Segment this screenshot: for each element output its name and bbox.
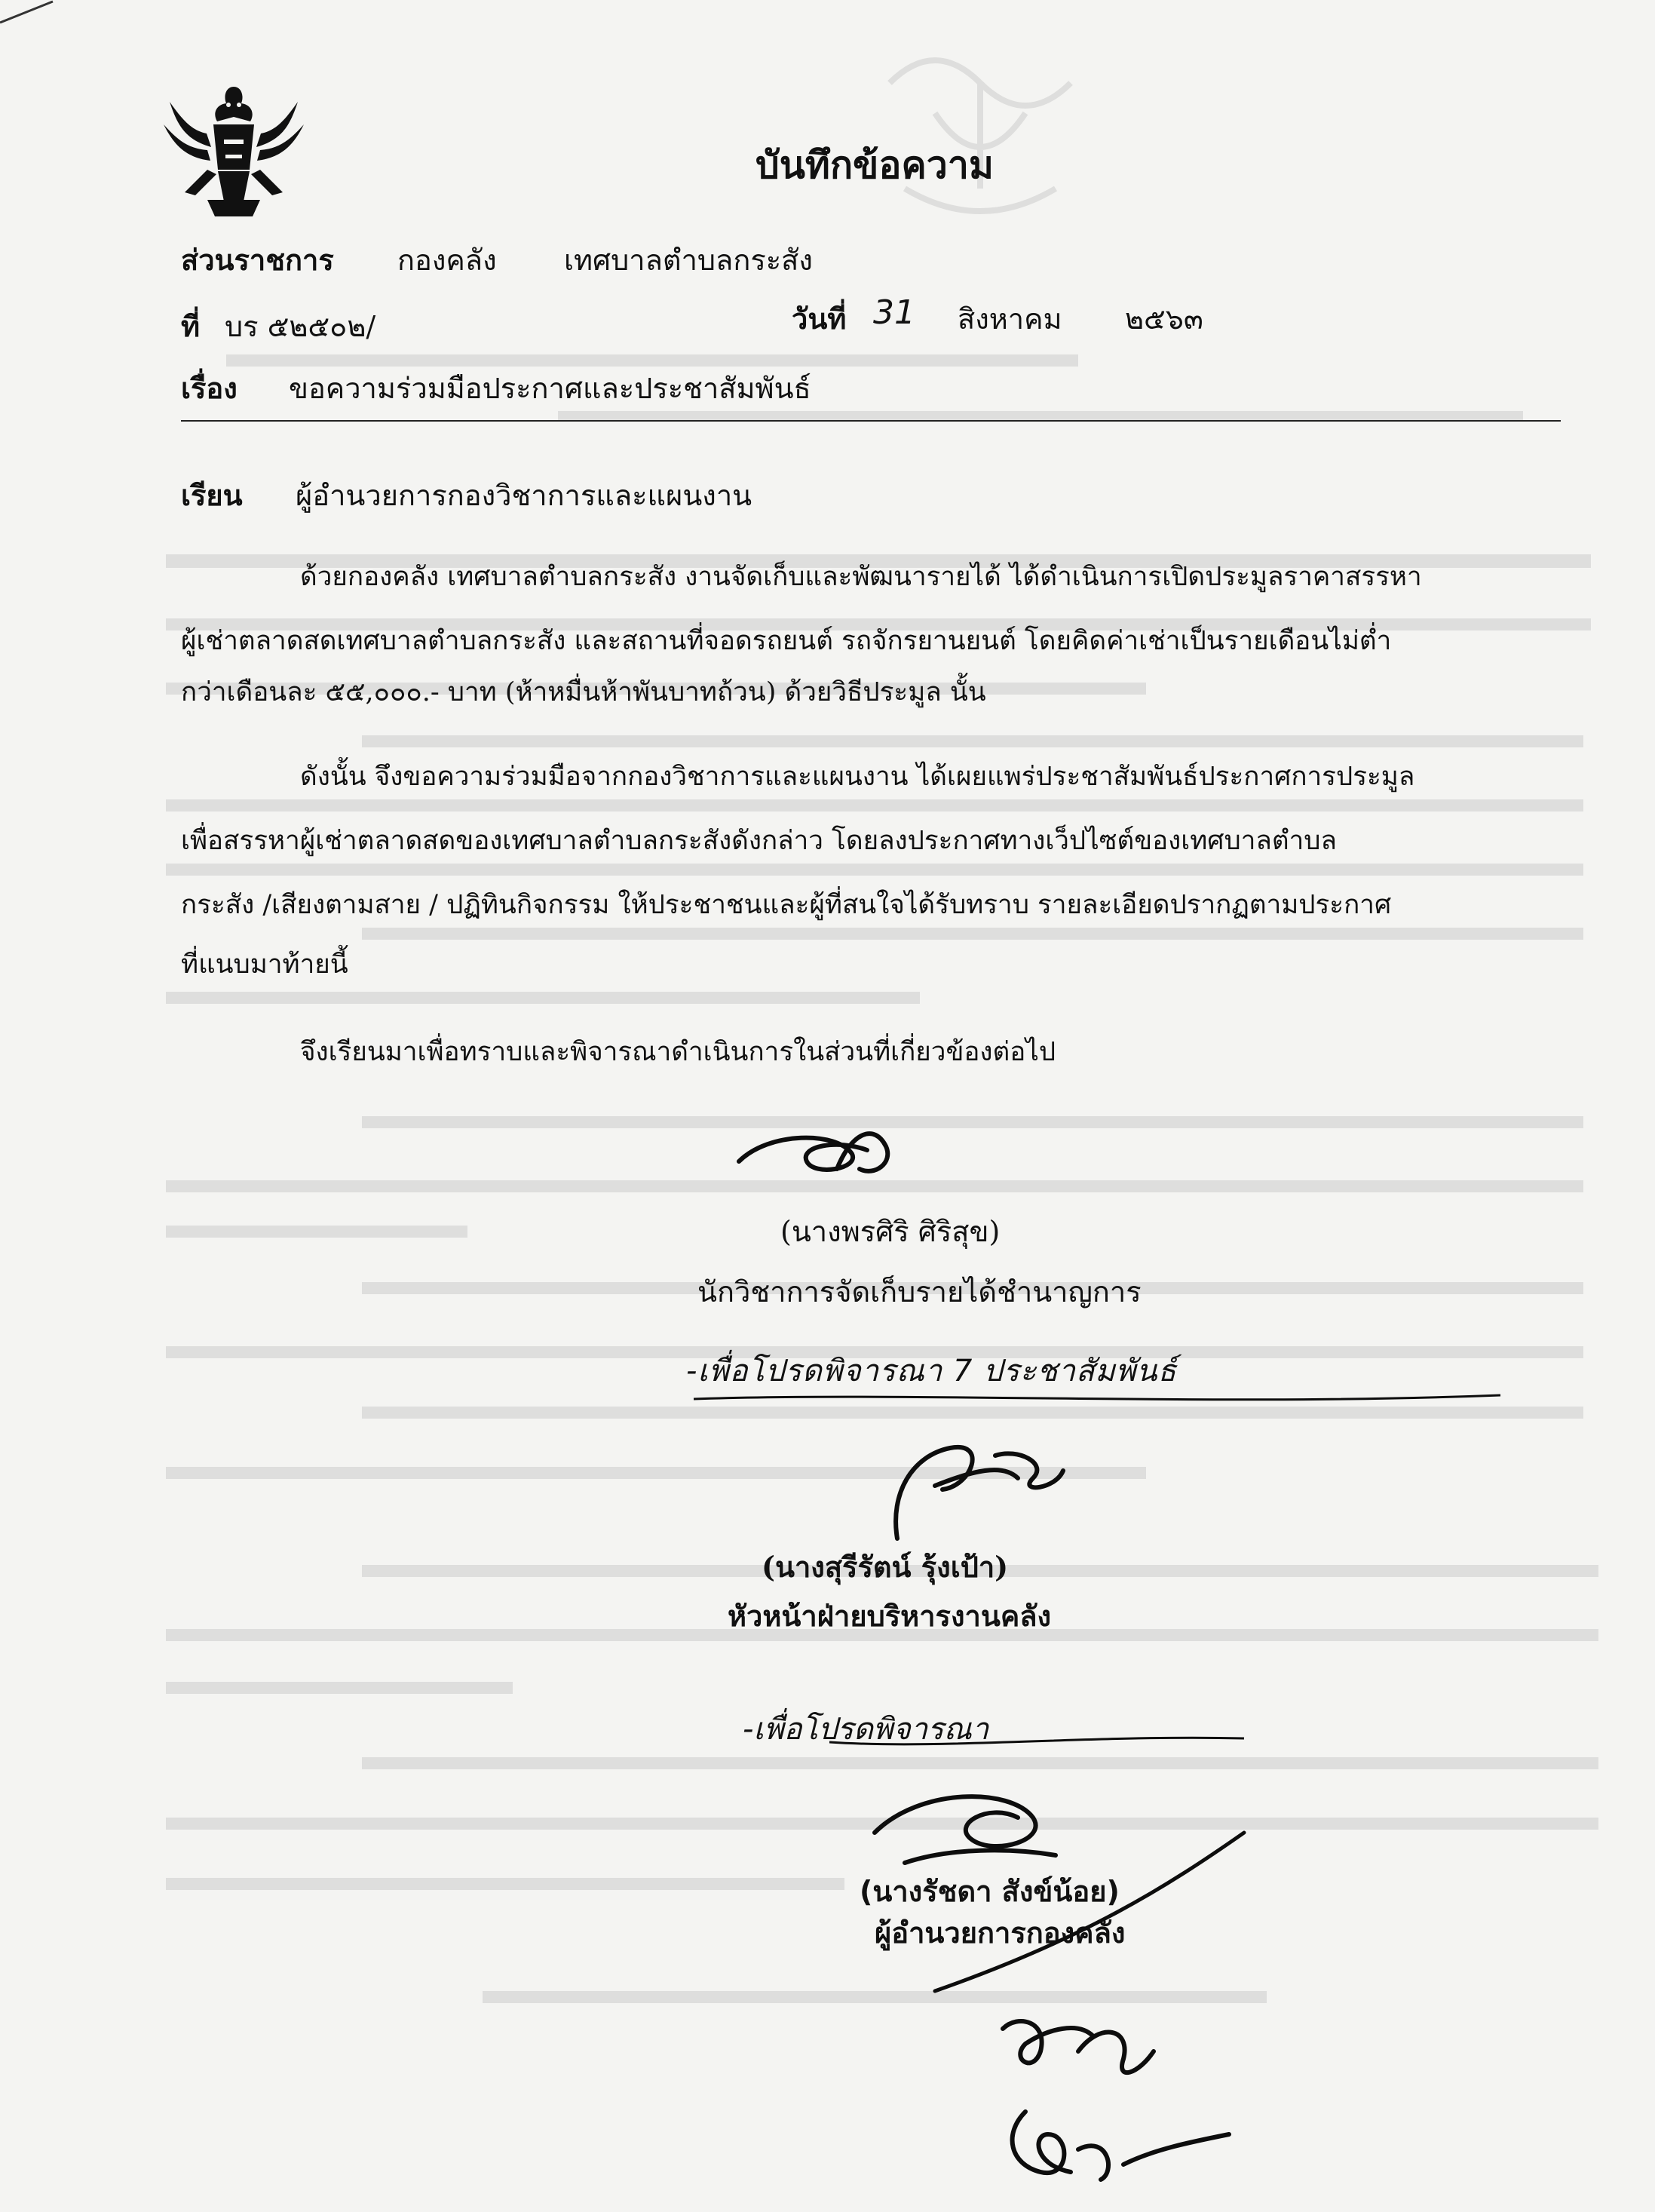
- initials-1: [988, 1991, 1169, 2097]
- signatory-1-name: (นางพรศิริ ศิริสุข): [780, 1215, 1001, 1248]
- closing-line: จึงเรียนมาเพื่อทราบและพิจารณาดำเนินการในส่วนที่เกี่ยวข้องต่อไป: [300, 1037, 1056, 1067]
- handwritten-underline-2: [829, 1727, 1252, 1757]
- signature-2: [867, 1418, 1078, 1546]
- para2-line-3: กระสัง /เสียงตามสาย / ปฏิทินกิจกรรม ให้ประชาชนและผู้ที่สนใจได้รับทราบ รายละเอียดปรากฏตามประกาศ: [181, 890, 1392, 920]
- ref-value: บร ๕๒๕๐๒/: [225, 310, 376, 343]
- para2-line-1: ดังนั้น จึงขอความร่วมมือจากกองวิชาการและแผนงาน ได้เผยแพร่ประชาสัมพันธ์ประกาศการประมูล: [300, 762, 1415, 792]
- subject-value: ขอความร่วมมือประกาศและประชาสัมพันธ์: [289, 372, 811, 405]
- signatory-1-position: นักวิชาการจัดเก็บรายได้ชำนาญการ: [697, 1275, 1142, 1308]
- approval-stroke: [920, 1825, 1252, 1999]
- para1-line-3: กว่าเดือนละ ๕๕,๐๐๐.- บาท (ห้าหมื่นห้าพันบาทถ้วน) ด้วยวิธีประมูล นั้น: [181, 677, 986, 707]
- handwritten-note-1: -เพื่อโปรดพิจารณา 7 ประชาสัมพันธ์: [686, 1354, 1177, 1388]
- para2-line-2: เพื่อสรรหาผู้เช่าตลาดสดของเทศบาลตำบลกระสังดังกล่าว โดยลงประกาศทางเว็ปไซต์ของเทศบาลตำบล: [181, 826, 1337, 856]
- subject-label: เรื่อง: [181, 371, 238, 405]
- date-label: วันที่: [792, 302, 847, 336]
- signature-1: [724, 1116, 920, 1199]
- memo-title: บันทึกข้อความ: [755, 143, 994, 187]
- signatory-3-name: (นางรัชดา สังข์น้อย): [860, 1875, 1120, 1908]
- fold-mark: [0, 0, 60, 30]
- para1-line-2: ผู้เช่าตลาดสดเทศบาลตำบลกระสัง และสถานที่จอดรถยนต์ รถจักรยานยนต์ โดยคิดค่าเช่าเป็นรายเดือนไม่ต่ำ: [181, 626, 1392, 656]
- date-month: สิงหาคม: [958, 302, 1062, 336]
- date-year: ๒๕๖๓: [1125, 302, 1203, 336]
- header-divider: [181, 420, 1561, 422]
- handwritten-underline-1: [686, 1388, 1516, 1410]
- para1-line-1: ด้วยกองคลัง เทศบาลตำบลกระสัง งานจัดเก็บและพัฒนารายได้ ได้ดำเนินการเปิดประมูลราคาสรรหา: [300, 562, 1422, 592]
- signatory-3-position: ผู้อำนวยการกองคลัง: [875, 1916, 1126, 1950]
- para2-line-4: ที่แนบมาท้ายนี้: [181, 950, 348, 980]
- date-day: 31: [873, 293, 915, 332]
- signatory-2-position: หัวหน้าฝ่ายบริหารงานคลัง: [728, 1599, 1052, 1633]
- initials-2: [988, 2089, 1237, 2202]
- signatory-2-name: (นางสุรีรัตน์ รุ้งเป้า): [762, 1550, 1009, 1584]
- salutation-label: เรียน: [181, 478, 243, 512]
- ref-label: ที่: [181, 309, 201, 343]
- agency-label: ส่วนราชการ: [181, 243, 334, 277]
- garuda-emblem-icon: [155, 72, 313, 222]
- handwritten-note-2: -เพื่อโปรดพิจารณา: [743, 1712, 989, 1747]
- agency-org: เทศบาลตำบลกระสัง: [564, 244, 813, 277]
- agency-value: กองคลัง: [397, 244, 497, 277]
- salutation-value: ผู้อำนวยการกองวิชาการและแผนงาน: [296, 479, 752, 512]
